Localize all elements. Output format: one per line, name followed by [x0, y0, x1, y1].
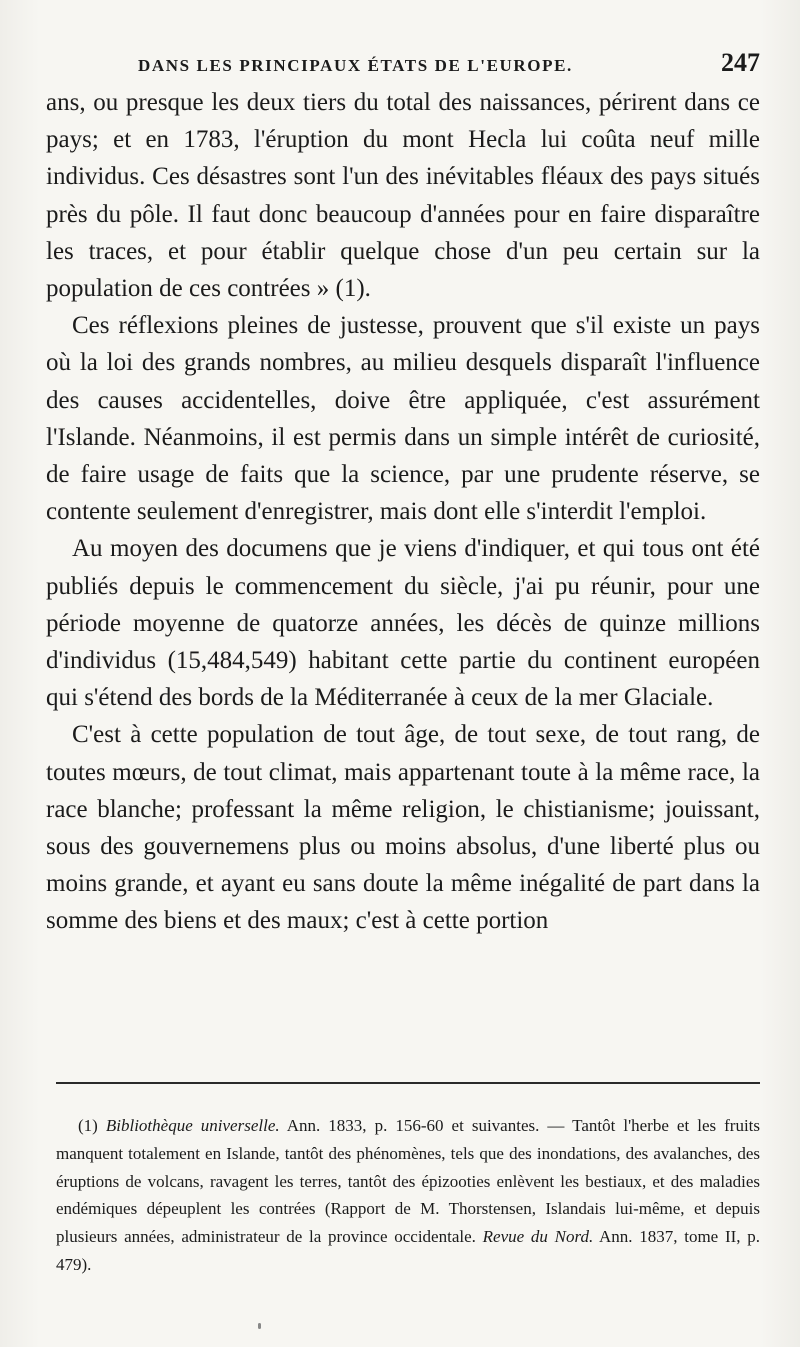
paragraph-4: C'est à cette population de tout âge, de tout sexe, de tout rang, de toutes mœurs, de tout climat, mais appartenant toute à la même race, la race blanche; professant la même religion, le chistianisme; jouissant, sous des gouvernemens plus ou moins absolus, d'une liberté plus ou moins grande, et ayant eu sans doute la même inégalité de part dans la somme des biens et des maux; c'est à cette portion	[46, 721, 760, 935]
footnote-divider	[56, 1082, 760, 1084]
paragraph-3: Au moyen des documens que je viens d'indiquer, et qui tous ont été publiés depuis le commencement du siècle, j'ai pu réunir, pour une période moyenne de quatorze années, les décès de quinze millions d'individus (15,484,549) habitant cette partie du continent européen qui s'étend des bords de la Méditerranée à ceux de la mer Glaciale.	[46, 535, 760, 712]
paragraph-2: Ces réflexions pleines de justesse, prouvent que s'il existe un pays où la loi des grands nombres, au milieu desquels disparaît l'influence des causes accidentelles, doive être appliquée, c'est assurément l'Islande. Néanmoins, il est permis dans un simple intérêt de curiosité, de faire usage de faits que la science, par une prudente réserve, se contente seulement d'enregistrer, mais dont elle s'interdit l'emploi.	[46, 312, 760, 526]
running-title: DANS LES PRINCIPAUX ÉTATS DE L'EUROPE.	[138, 56, 573, 75]
footnote-source-ref: Ann. 1837, tome II, p. 479).	[56, 1227, 761, 1274]
main-text	[46, 84, 760, 940]
paragraph-1: ans, ou presque les deux tiers du total des naissances, périrent dans ce pays; et en 1783, l'éruption du mont Hecla lui coûta neuf mille individus. Ces désastres sont l'un des inévitables fléaux des pays situés près du pôle. Il faut donc beaucoup d'années pour en faire disparaître les traces, et pour établir quelque chose d'un peu certain sur la population de ces contrées » (1).	[46, 89, 760, 303]
footnote	[56, 1112, 760, 1279]
footnote-marker: (1)	[78, 1116, 98, 1135]
footnote-source-journal: Revue du Nord.	[482, 1227, 594, 1247]
page-number: 247	[721, 48, 760, 77]
page-header	[46, 50, 760, 86]
footnote-body	[56, 1112, 760, 1279]
footnote-text: Ann. 1833, p. 156-60 et suivantes. — Tantôt l'herbe et les fruits manquent totalement en Islande, tantôt des phénomènes, tels que des inondations, des avalanches, des éruptions de volcans, ravagent les terres, tantôt des épizooties enlèvent les bestiaux, et des maladies endémiques dépeuplent les contrées (Rapport de M. Thorstensen, Islandais lui-même, et depuis plusieurs années, administrateur de la province occidentale.	[56, 1116, 761, 1247]
footnote-journal: Bibliothèque universelle.	[105, 1116, 280, 1135]
paper-speck	[258, 1323, 261, 1329]
